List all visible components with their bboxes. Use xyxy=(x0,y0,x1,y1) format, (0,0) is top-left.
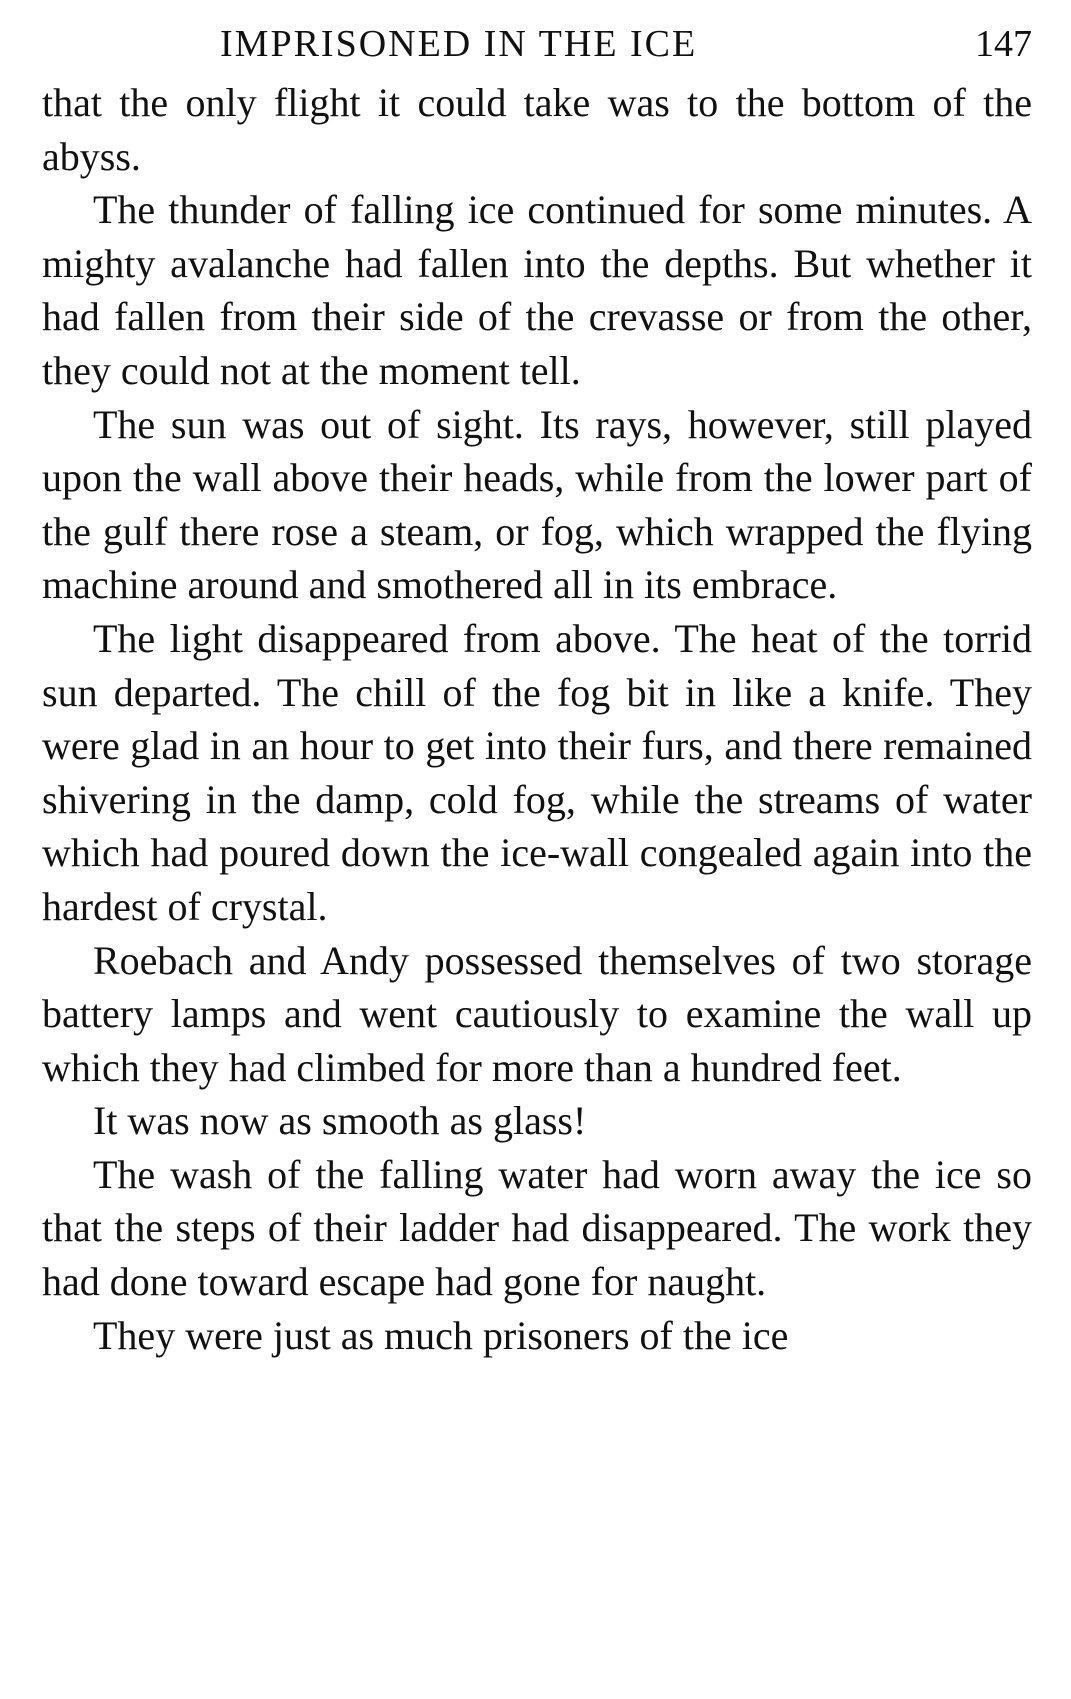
page-number: 147 xyxy=(975,23,1032,65)
paragraph: Roebach and Andy possessed themselves of two storage battery lamps and went cautiously to examine the wall up which they had climbed for more than a hundred feet. xyxy=(42,937,1032,1090)
paragraph-continued: that the only flight it could take was to the bottom of the abyss. xyxy=(42,80,1032,179)
book-page xyxy=(42,18,1032,1683)
paragraph: It was now as smooth as glass! xyxy=(93,1098,587,1144)
running-header xyxy=(42,18,1032,70)
paragraph: The thunder of falling ice continued for some minutes. A mighty avalanche had fallen into the depths. But whether it had fallen from their side of the crevasse or from the other, they could not at the moment tell. xyxy=(42,187,1032,393)
paragraph: The wash of the falling water had worn away the ice so that the steps of their ladder had disappeared. The work they had done toward escape had gone for naught. xyxy=(42,1151,1032,1305)
body-text xyxy=(42,76,1032,1362)
running-title: IMPRISONED IN THE ICE xyxy=(220,23,698,65)
paragraph: They were just as much prisoners of the ice xyxy=(93,1312,789,1358)
paragraph: The sun was out of sight. Its rays, however, still played upon the wall above their heads, while from the lower part of the gulf there rose a steam, or fog, which wrapped the flying machine around and smothered all in its embrace. xyxy=(42,401,1032,608)
paragraph: The light disappeared from above. The heat of the torrid sun departed. The chill of the fog bit in like a knife. They were glad in an hour to get into their furs, and there remained shivering in the damp, cold fog, while the streams of water which had poured down the ice-wall congealed again into the hardest of crystal. xyxy=(42,615,1032,929)
